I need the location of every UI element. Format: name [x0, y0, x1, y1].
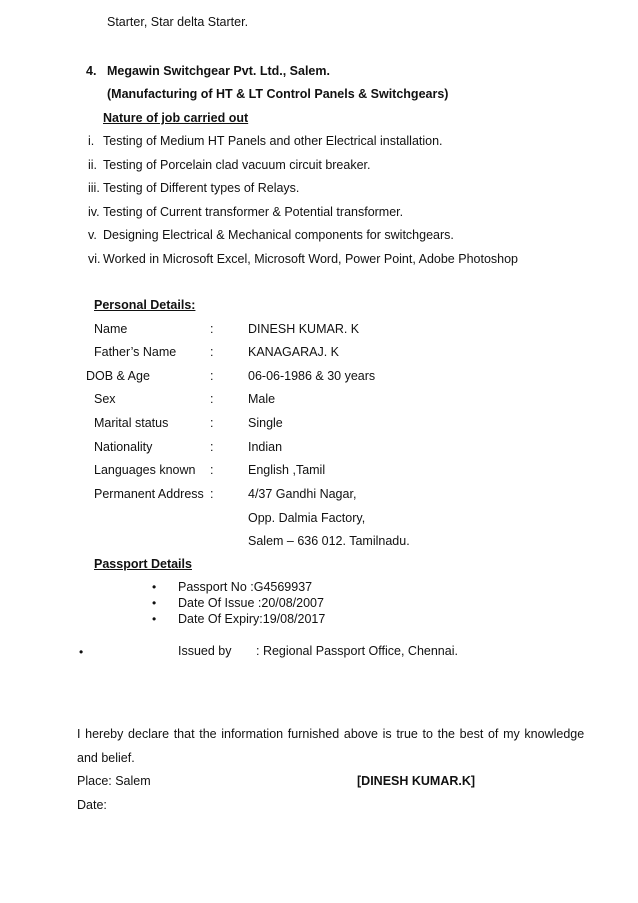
job-num: ii.: [88, 158, 98, 172]
nature-heading: Nature of job carried out: [103, 111, 249, 125]
detail-value: KANAGARAJ. K: [248, 345, 339, 359]
detail-label: DOB & Age: [86, 369, 150, 383]
detail-colon: :: [210, 463, 214, 477]
place: Place: Salem: [77, 774, 151, 788]
company-name: Megawin Switchgear Pvt. Ltd., Salem.: [107, 64, 330, 78]
passport-item: Date Of Expiry:19/08/2017: [178, 612, 326, 626]
bullet-icon: •: [152, 580, 157, 594]
detail-label: Father’s Name: [94, 345, 177, 359]
job-item: Testing of Current transformer & Potential transformer.: [103, 205, 404, 219]
detail-value: Single: [248, 416, 283, 430]
issued-by-value: : Regional Passport Office, Chennai.: [256, 644, 458, 658]
job-item: Designing Electrical & Mechanical components for switchgears.: [103, 228, 454, 242]
signature-name: [DINESH KUMAR.K]: [357, 774, 476, 788]
address-line: Opp. Dalmia Factory,: [248, 511, 366, 525]
detail-value: 06-06-1986 & 30 years: [248, 369, 376, 383]
declaration-line: I hereby declare that the information furnished above is true to the best of my knowledge: [77, 727, 585, 741]
job-item: Worked in Microsoft Excel, Microsoft Word, Power Point, Adobe Photoshop: [103, 252, 519, 266]
detail-label: Permanent Address: [94, 487, 204, 501]
detail-colon: :: [210, 345, 214, 359]
job-num: vi.: [88, 252, 101, 266]
company-subtitle: (Manufacturing of HT & LT Control Panels & Switchgears): [107, 87, 449, 101]
detail-label: Nationality: [94, 440, 153, 454]
detail-colon: :: [210, 487, 214, 501]
detail-label: Marital status: [94, 416, 169, 430]
date-label: Date:: [77, 798, 107, 812]
bullet-icon: •: [152, 612, 157, 626]
detail-value: 4/37 Gandhi Nagar,: [248, 487, 357, 501]
job-num: v.: [88, 228, 97, 242]
job-num: i.: [88, 134, 95, 148]
detail-value: Indian: [248, 440, 283, 454]
detail-colon: :: [210, 369, 214, 383]
declaration-line: and belief.: [77, 751, 135, 765]
detail-value: DINESH KUMAR. K: [248, 322, 360, 336]
address-line: Salem – 636 012. Tamilnadu.: [248, 534, 410, 548]
detail-colon: :: [210, 322, 214, 336]
detail-label: Languages known: [94, 463, 196, 477]
job-item: Testing of Different types of Relays.: [103, 181, 300, 195]
job-num: iv.: [88, 205, 100, 219]
detail-colon: :: [210, 416, 214, 430]
passport-item: Passport No :G4569937: [178, 580, 313, 594]
passport-details-heading: Passport Details: [94, 557, 192, 571]
detail-label: Sex: [94, 392, 116, 406]
job-item: Testing of Porcelain clad vacuum circuit breaker.: [103, 158, 371, 172]
detail-value: English ,Tamil: [248, 463, 326, 477]
detail-colon: :: [210, 440, 214, 454]
top-line: Starter, Star delta Starter.: [107, 15, 249, 29]
job-item: Testing of Medium HT Panels and other Electrical installation.: [103, 134, 443, 148]
issued-by-label: Issued by: [178, 644, 232, 658]
bullet-icon: •: [152, 596, 157, 610]
company-number: 4.: [86, 64, 97, 78]
bullet-icon: •: [79, 645, 84, 659]
personal-details-heading: Personal Details:: [94, 298, 196, 312]
passport-item: Date Of Issue :20/08/2007: [178, 596, 324, 610]
job-num: iii.: [88, 181, 100, 195]
detail-value: Male: [248, 392, 276, 406]
detail-colon: :: [210, 392, 214, 406]
detail-label: Name: [94, 322, 128, 336]
